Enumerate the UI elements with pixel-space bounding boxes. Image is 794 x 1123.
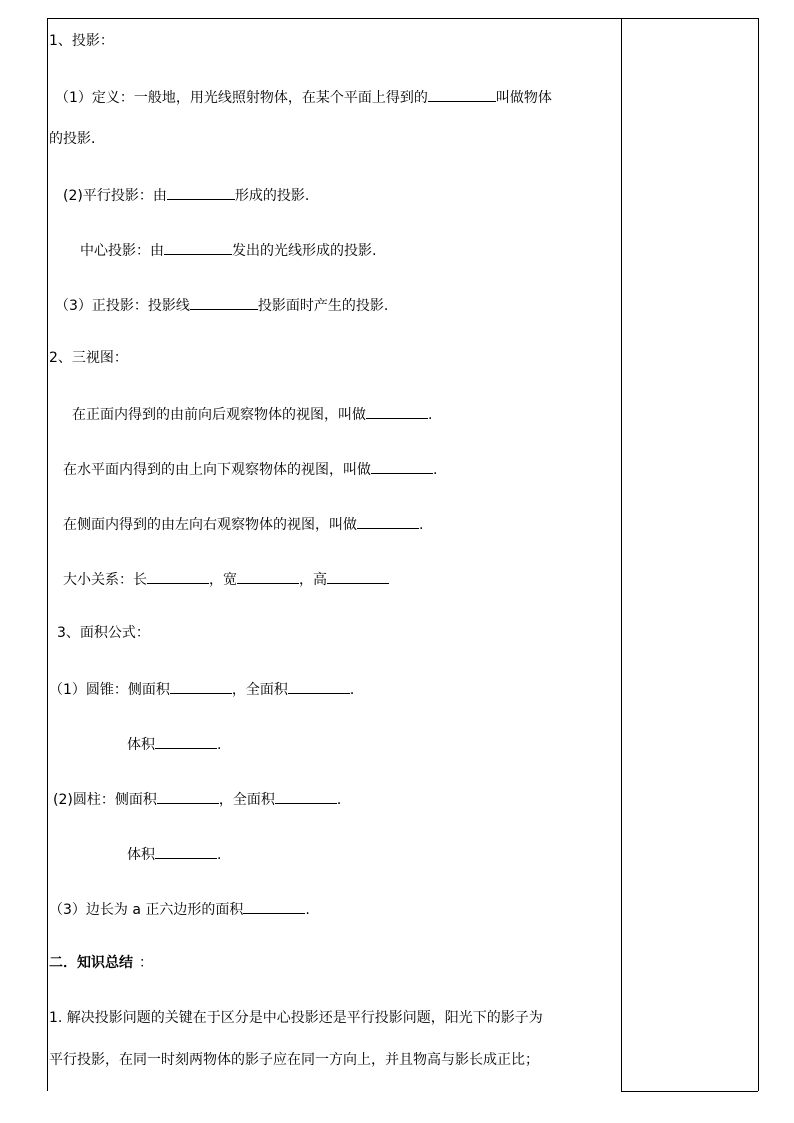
fill-blank[interactable] bbox=[357, 515, 419, 529]
fill-blank[interactable] bbox=[170, 680, 232, 694]
definition-line: （1）定义：一般地，用光线照射物体，在某个平面上得到的 叫做物体 bbox=[55, 90, 552, 106]
summary-paragraph-line1: 1. 解决投影问题的关键在于区分是中心投影还是平行投影问题，阳光下的影子为 bbox=[49, 1010, 543, 1026]
size-relation-line: 大小关系：长 ，宽 ，高 bbox=[63, 570, 389, 588]
fill-blank[interactable] bbox=[275, 790, 337, 804]
summary-heading: 二．知识总结 ： bbox=[49, 955, 153, 971]
fill-blank[interactable] bbox=[371, 460, 433, 474]
summary-paragraph-line2: 平行投影，在同一时刻两物体的影子应在同一方向上，并且物高与影长成正比； bbox=[49, 1052, 539, 1068]
fill-blank[interactable] bbox=[157, 790, 219, 804]
fill-blank[interactable] bbox=[428, 88, 496, 102]
fill-blank[interactable] bbox=[366, 405, 428, 419]
fill-blank[interactable] bbox=[190, 296, 258, 310]
section3-heading: 3、面积公式： bbox=[57, 625, 150, 641]
cone-area-line: （1）圆锥：侧面积 ，全面积 ． bbox=[49, 682, 364, 698]
central-projection-line: 中心投影：由 发出的光线形成的投影. bbox=[80, 243, 377, 259]
side-cell-bottom-border bbox=[621, 1091, 758, 1092]
fill-blank[interactable] bbox=[155, 845, 217, 859]
cylinder-volume-line: 体积 . bbox=[127, 847, 222, 863]
fill-blank[interactable] bbox=[147, 570, 209, 584]
fill-blank[interactable] bbox=[164, 241, 232, 255]
parallel-projection-line: (2)平行投影：由 形成的投影. bbox=[63, 188, 310, 204]
front-view-line: 在正面内得到的由前向后观察物体的视图，叫做 . bbox=[72, 407, 433, 423]
hexagon-area-line: （3）边长为 a 正六边形的面积 . bbox=[49, 902, 310, 918]
table-top-border bbox=[47, 18, 758, 19]
fill-blank[interactable] bbox=[327, 570, 389, 584]
cone-volume-line: 体积 . bbox=[127, 737, 222, 753]
fill-blank[interactable] bbox=[155, 735, 217, 749]
fill-blank[interactable] bbox=[237, 570, 299, 584]
table-left-border bbox=[47, 18, 48, 1091]
fill-blank[interactable] bbox=[167, 186, 235, 200]
fill-blank[interactable] bbox=[243, 900, 305, 914]
table-right-border bbox=[758, 18, 759, 1091]
definition-line-continued: 的投影． bbox=[49, 131, 105, 147]
fill-blank[interactable] bbox=[288, 680, 350, 694]
top-view-line: 在水平面内得到的由上向下观察物体的视图，叫做 . bbox=[63, 462, 438, 478]
section2-heading: 2、三视图： bbox=[49, 350, 128, 366]
worksheet-table bbox=[47, 18, 758, 1091]
orthographic-projection-line: （3）正投影：投影线 投影面时产生的投影. bbox=[55, 298, 389, 314]
cylinder-area-line: (2)圆柱：侧面积 ，全面积 ． bbox=[53, 792, 351, 808]
column-divider bbox=[621, 18, 622, 1091]
section1-heading: 1、投影： bbox=[49, 33, 114, 49]
side-view-line: 在侧面内得到的由左向右观察物体的视图，叫做 . bbox=[63, 517, 424, 533]
